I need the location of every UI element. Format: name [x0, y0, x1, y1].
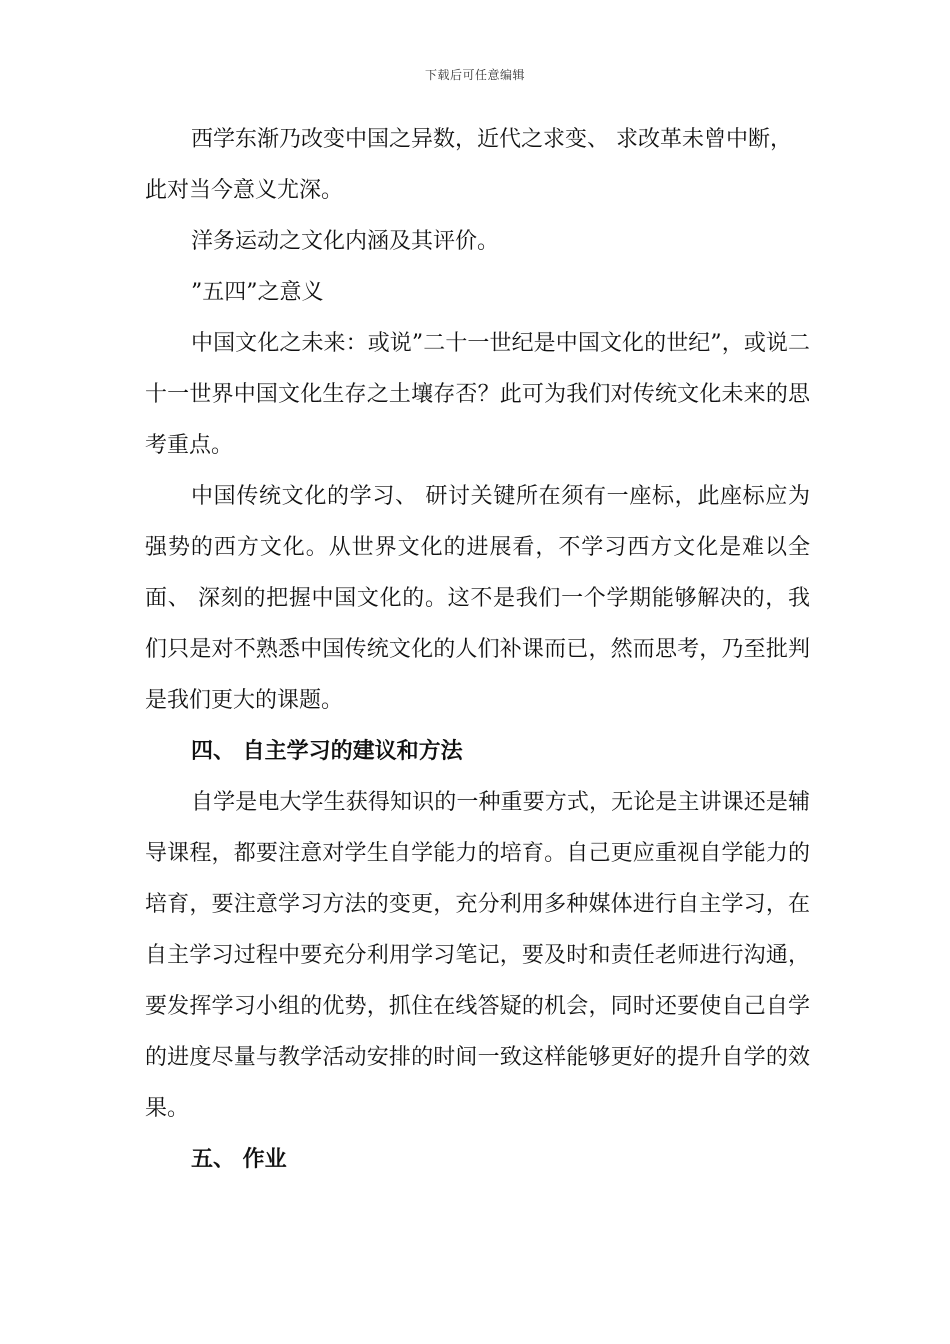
paragraph-may-fourth: ”五四”之意义 [191, 280, 324, 305]
paragraph-western-learning: 西学东渐乃改变中国之异数，近代之求变、 求改革未曾中断， [191, 127, 792, 152]
document-body [145, 114, 810, 1185]
page-header: 下载后可任意编辑 [424, 68, 525, 82]
paragraph-future-of-culture: 中国文化之未来：或说”二十一世纪是中国文化的世纪”，或说二十一世界中国文化生存之土壤存否？此可为我们对传统文化未来的思考重点。 [145, 331, 810, 458]
paragraph-modern-significance: 此对当今意义尤深。 [145, 178, 344, 203]
paragraph-self-study-methods: 自学是电大学生获得知识的一种重要方式，无论是主讲课还是辅导课程，都要注意对学生自学能力的培育。自己更应重视自学能力的培育，要注意学习方法的变更，充分利用多种媒体进行自主学习，在自主学习过程中要充分利用学习笔记，要及时和责任老师进行沟通，要发挥学习小组的优势，抓住在线答疑的机会，同时还要使自己自学的进度尽量与教学活动安排的时间一致这样能够更好的提升自学的效果。 [145, 790, 810, 1121]
section-heading-self-study: 四、 自主学习的建议和方法 [191, 739, 463, 764]
paragraph-coordinate-western-culture: 中国传统文化的学习、 研讨关键所在须有一座标，此座标应为强势的西方文化。从世界文化的进展看，不学习西方文化是难以全面、 深刻的把握中国文化的。这不是我们一个学期能够解决的，我们只是对不熟悉中国传统文化的人们补课而已，然而思考，乃至批判是我们更大的课题。 [145, 484, 810, 713]
section-heading-homework: 五、 作业 [191, 1147, 287, 1172]
paragraph-westernization-movement: 洋务运动之文化内涵及其评价。 [191, 229, 500, 254]
